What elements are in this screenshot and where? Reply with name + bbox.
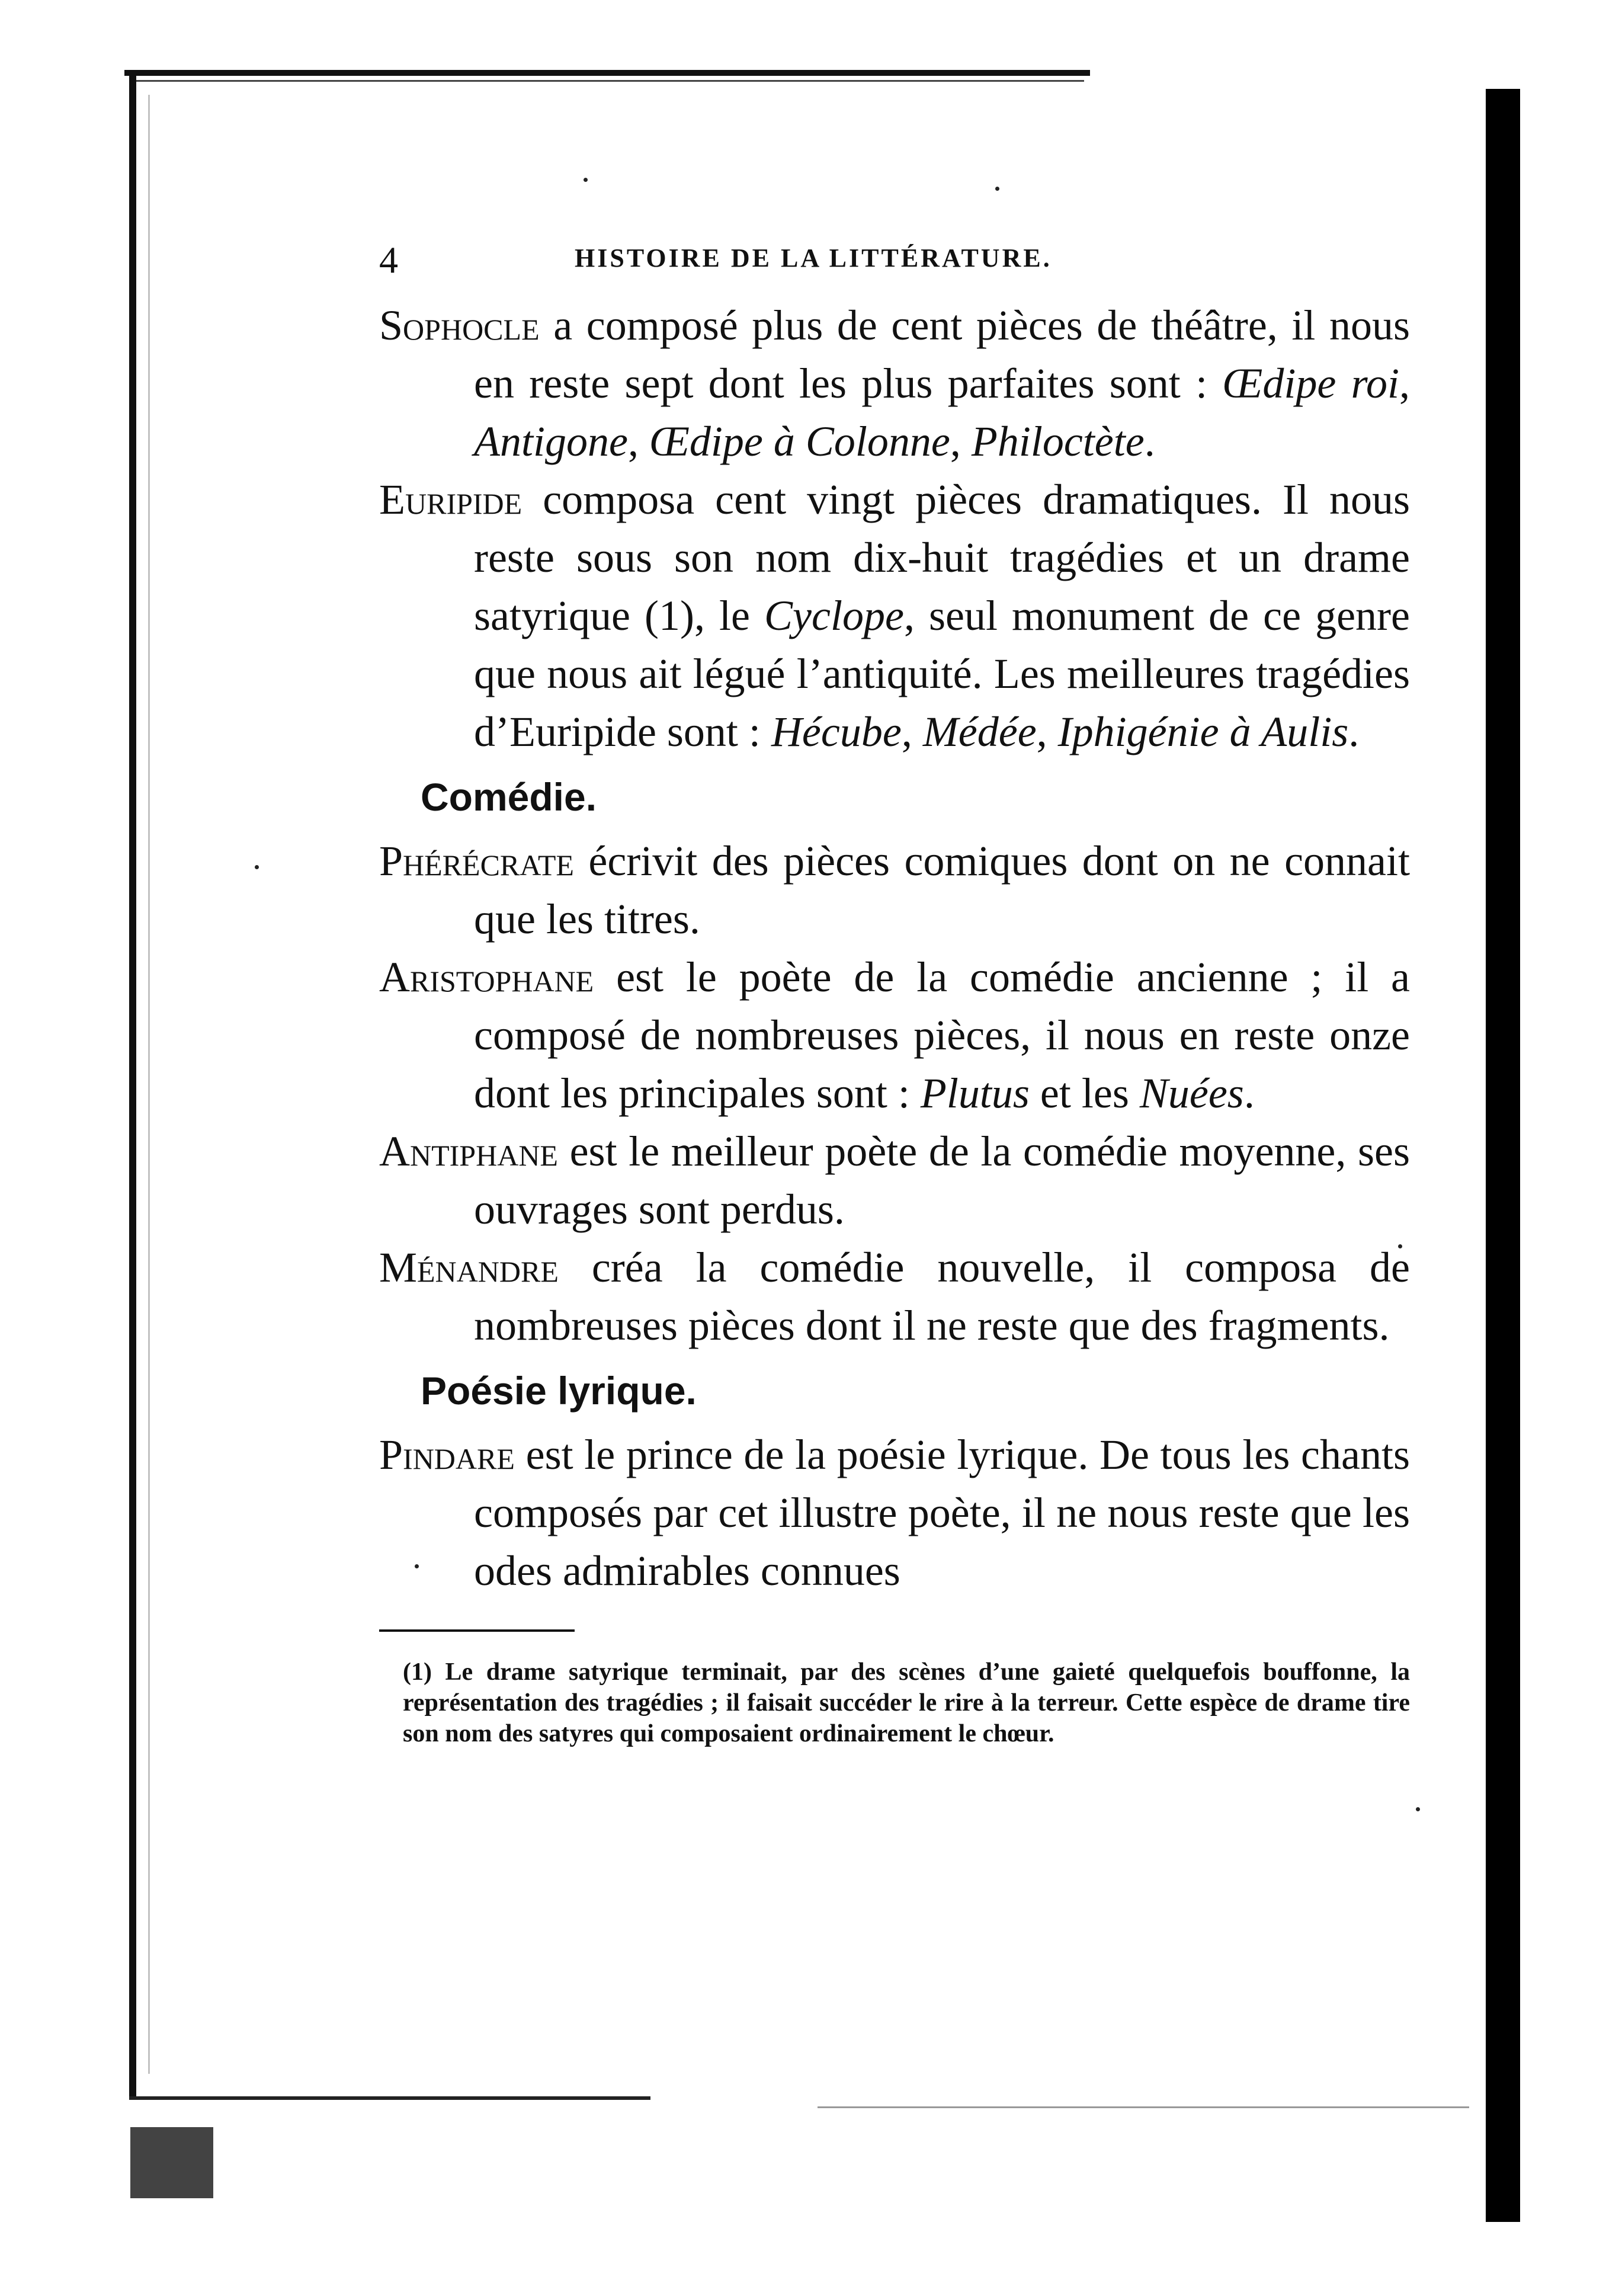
entry-sophocle [379, 296, 1410, 470]
punctuation: , [627, 418, 649, 465]
entry-antiphane [379, 1122, 1410, 1238]
work-title: Plutus [920, 1069, 1030, 1117]
dust-speck [995, 187, 999, 191]
entry-pindare [379, 1426, 1410, 1600]
work-title: Nuées [1139, 1069, 1244, 1117]
entry-text: créa la comédie nouvelle, il composa de nombreuses pièces dont il ne reste que des fragments. [474, 1244, 1410, 1349]
punctuation: , [950, 418, 972, 465]
page-number: 4 [379, 239, 398, 281]
work-title: Cyclope [764, 592, 904, 639]
punctuation: , [1399, 360, 1410, 407]
entry-text: est le meilleur poète de la comédie moyenne, ses ouvrages sont perdus. [474, 1128, 1410, 1233]
author-name: Sophocle [379, 302, 540, 349]
work-title: Médée [922, 708, 1037, 755]
page-header [379, 231, 1410, 296]
work-title: Hécube [771, 708, 902, 755]
entry-text: est le poète de la comédie ancienne ; il a composé de nombreuses pièces, il nous en reste onze dont les principales sont : [474, 953, 1410, 1117]
punctuation: , [901, 708, 923, 755]
punctuation: . [1348, 708, 1360, 755]
punctuation: , [1036, 708, 1058, 755]
frame-top-thin-line [136, 80, 1084, 82]
entry-aristophane [379, 948, 1410, 1122]
entry-text: est le prince de la poésie lyrique. De tous les chants composés par cet illustre poète, il ne nous reste que les odes admirables connues [474, 1431, 1410, 1594]
entry-text: écrivit des pièces comiques dont on ne connait que les titres. [474, 837, 1410, 943]
footnote: (1) Le drame satyrique terminait, par des scènes d’une gaieté quelquefois bouffonne, la représentation des tragédies ; il faisait succéder le rire à la terreur. Cette espèce de drame tire son nom des satyres qui composaient ordinairement le chœur. [403, 1658, 1410, 1747]
work-title: Antigone [474, 418, 628, 465]
entry-text: a composé plus de cent pièces de théâtre, il nous en reste sept dont les plus parfaites sont : [474, 302, 1410, 407]
dust-speck [255, 865, 259, 869]
section-heading-poesie-lyrique: Poésie lyrique. [421, 1369, 697, 1413]
dust-speck [1416, 1807, 1420, 1811]
work-title: Philoctète [971, 418, 1145, 465]
entry-text: , seul monument de ce genre que nous ait légué l’antiquité. Les meilleures tragédies d’Euripide sont : [474, 592, 1410, 755]
frame-left-ghost-line [148, 95, 150, 2074]
work-title: Œdipe roi [1222, 360, 1399, 407]
entry-menandre [379, 1238, 1410, 1354]
author-name: Aristophane [379, 953, 594, 1001]
entry-text: et les [1029, 1069, 1140, 1117]
running-title: HISTOIRE DE LA LITTÉRATURE. [575, 244, 1052, 273]
frame-left-line [129, 70, 136, 2096]
author-name: Pindare [379, 1431, 515, 1478]
corner-smudge [130, 2127, 213, 2198]
footnote-rule [379, 1629, 575, 1632]
section-heading-comedie: Comédie. [421, 775, 597, 819]
frame-bottom-dash-line [818, 2106, 1469, 2108]
scan-edge-bar [1486, 89, 1520, 2222]
entry-pherecrate [379, 832, 1410, 948]
entry-euripide [379, 470, 1410, 761]
author-name: Phérécrate [379, 837, 574, 885]
author-name: Ménandre [379, 1244, 559, 1291]
author-name: Antiphane [379, 1128, 558, 1175]
author-name: Euripide [379, 476, 522, 523]
book-page [379, 231, 1410, 1774]
punctuation: . [1243, 1069, 1255, 1117]
punctuation: . [1144, 418, 1155, 465]
work-title: Iphigénie à Aulis [1057, 708, 1349, 755]
frame-top-line [124, 70, 1090, 76]
entry-text: composa cent vingt pièces dramatiques. Il nous reste sous son nom dix-huit tragédies et un drame satyrique (1), le [474, 476, 1410, 639]
frame-bottom-line [129, 2096, 650, 2100]
work-title: Œdipe à Colonne [649, 418, 950, 465]
dust-speck [584, 178, 588, 182]
